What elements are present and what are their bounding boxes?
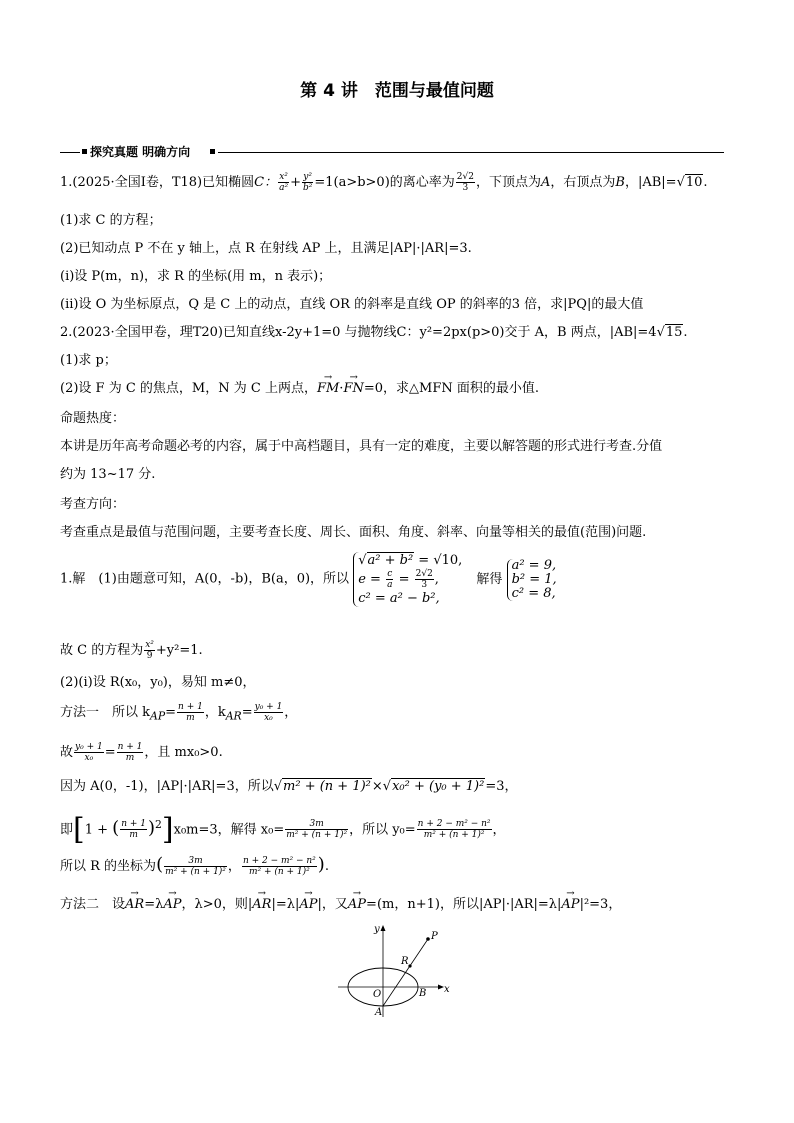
hotness-label: 命题热度： bbox=[60, 411, 126, 426]
y-axis-arrow bbox=[381, 925, 386, 931]
label-o: O bbox=[373, 989, 382, 1000]
vector-fn: → FN bbox=[343, 380, 363, 398]
hotness-text-1: 本讲是历年高考命题必考的内容，属于中高档题目，具有一定的难度，主要以解答题的形式进行考查.分值 bbox=[60, 439, 663, 454]
problem-1-statement: 1.(2025·全国Ⅰ卷，T18)已知椭圆C： $\frac{\text{x²}}{\text{a²}}$ + $\frac{\text{y²}}{\text{b²}}$ =1(a>b>0)的离心率为 $\frac{2√2}{3}$ ，下顶点为A，右顶点为B，|AB|=√10. bbox=[60, 172, 708, 193]
method-1-line: 方法一 所以 $k_{AP}=$ $\frac{n + 1}{m}$ ，$k_{AR}=$ $\frac{\text{y₀ + 1}}{\text{x₀}}$ ， bbox=[60, 702, 298, 723]
problem-1-q2ii: (ⅱ)设 O 为坐标原点，Q 是 C 上的动点，直线 OR 的斜率是直线 OP 的斜率的3 倍，求|PQ|的最大值 bbox=[60, 297, 644, 312]
header-rule-left bbox=[60, 152, 80, 153]
frac-eccentricity: $\frac{2√2}{3}$ bbox=[456, 172, 474, 193]
point-r-dot bbox=[408, 964, 411, 967]
p2-dot: · bbox=[339, 381, 344, 396]
hotness-text-2: 约为 13~17 分. bbox=[60, 467, 156, 482]
p1-point-b: B bbox=[615, 175, 625, 190]
label-b: B bbox=[419, 988, 427, 999]
direction-label: 考查方向： bbox=[60, 497, 126, 512]
p1-point-a: A bbox=[540, 175, 551, 190]
p1-curve: C： bbox=[254, 175, 278, 190]
equation-system bbox=[353, 552, 462, 607]
page-title: 第 4 讲 范围与最值问题 bbox=[300, 81, 494, 101]
sys-row-2: e = $\frac{c}{a}$ = $\frac{2√2}{3}$ , bbox=[358, 569, 439, 590]
problem-1-q2i: (ⅰ)设 P(m，n)，求 R 的坐标(用 m，n 表示)； bbox=[60, 269, 332, 284]
p2-stmt-a: 2.(2023·全国甲卷，理T20)已知直线x-2y+1=0 与抛物线C：y²=2px(p>0)交于 A，B 两点，|AB|=4 bbox=[60, 325, 657, 340]
solve-x0-line: 即[1 + ( $\frac{n + 1}{m}$ )$^2$]x₀m=3，解得 x₀= $\frac{3m}{\text{m² + (n + 1)²}}$ ，所以 y₀= $\frac{\text{n + 2 − m² − n²}}{\text{m² + (n + 1)²}}$ ， bbox=[60, 811, 506, 847]
method-2-line: 方法二 设→ AR=λ→ AP，λ>0，则|→ AR|=λ|→ AP|，又→ AP=(m，n+1)，所以|AP|·|AR|=λ|→ AP|²=3， bbox=[60, 896, 621, 914]
problem-1-q2: (2)已知动点 P 不在 y 轴上，点 R 在射线 AP 上，且满足|AP|·|AR|=3. bbox=[60, 241, 472, 256]
problem-2-q2 bbox=[60, 380, 539, 398]
solution-c-equation: 故 C 的方程为 $\frac{\text{x²}}{9}$ +y²=1. bbox=[60, 640, 203, 661]
p2-q2-b: =0，求△MFN 面积的最小值. bbox=[363, 381, 539, 396]
direction-text: 考查重点是最值与范围问题，主要考查长度、周长、面积、角度、斜率、向量等相关的最值(范围)问题. bbox=[60, 525, 647, 540]
s1-intro: 1.解 (1)由题意可知，A(0，-b)，B(a，0)，所以 bbox=[60, 571, 350, 587]
section-label: 探究真题 明确方向 bbox=[90, 145, 191, 159]
label-r: R bbox=[401, 956, 409, 967]
label-a: A bbox=[375, 1007, 383, 1018]
p1-eq-tail: =1(a>b>0)的离心率为 bbox=[314, 175, 455, 190]
p1-intro: 1.(2025·全国Ⅰ卷，T18)已知椭圆 bbox=[60, 175, 255, 190]
p1-ab-val: 10 bbox=[685, 175, 703, 190]
res-row-2: b² = 1, bbox=[511, 571, 557, 587]
solve-label: 解得 bbox=[476, 571, 503, 587]
label-y: y bbox=[374, 924, 380, 935]
p1-comma-right: ，右顶点为 bbox=[550, 175, 616, 190]
ellipse-figure bbox=[330, 922, 460, 1022]
p2-stmt-end: . bbox=[683, 325, 688, 340]
header-square-left bbox=[82, 149, 87, 154]
problem-1-q1: (1)求 C 的方程； bbox=[60, 213, 162, 228]
sys-row-1: √a² + b² = √10, bbox=[358, 553, 463, 568]
p1-after-e: ，下顶点为 bbox=[475, 175, 541, 190]
label-x: x bbox=[444, 984, 450, 995]
vector-fm: → FM bbox=[317, 380, 339, 398]
sys-row-3: c² = a² − b², bbox=[358, 591, 440, 606]
problem-2-statement: 2.(2023·全国甲卷，理T20)已知直线x-2y+1=0 与抛物线C：y²=2px(p>0)交于 A，B 两点，|AB|=4√15. bbox=[60, 325, 688, 340]
header-square-right bbox=[210, 149, 215, 154]
res-row-3: c² = 8, bbox=[511, 585, 556, 601]
solution-2i-line: (2)(ⅰ)设 R(x₀，y₀)，易知 m≠0， bbox=[60, 675, 256, 690]
problem-2-q1: (1)求 p； bbox=[60, 353, 117, 368]
label-p: P bbox=[431, 931, 438, 942]
point-p-dot bbox=[426, 937, 430, 941]
p2-stmt-sqrt: 15 bbox=[665, 325, 683, 340]
solution-1-part1 bbox=[60, 552, 557, 607]
result-system bbox=[507, 559, 557, 601]
section-header bbox=[60, 144, 724, 160]
frac-x2-a2: $\frac{\text{x²}}{\text{a²}}$ bbox=[279, 172, 289, 193]
p2-q2-a: (2)设 F 为 C 的焦点，M，N 为 C 上两点， bbox=[60, 381, 317, 396]
res-row-1: a² = 9, bbox=[511, 557, 557, 573]
p1-ab-eq: ，|AB|= bbox=[624, 175, 677, 190]
method-1-conclusion: 故 $\frac{\text{y₀ + 1}}{\text{x₀}}$ = $\frac{n + 1}{m}$ ，且 mx₀>0. bbox=[60, 742, 223, 763]
because-line: 因为 A(0，-1)，|AP|·|AR|=3，所以√m² + (n + 1)²×√x₀² + (y₀ + 1)²=3， bbox=[60, 779, 518, 794]
header-rule-right bbox=[218, 152, 724, 153]
r-coordinate-line: 所以 R 的坐标为( $\frac{3m}{\text{m² + (n + 1)²}}$ ， $\frac{\text{n + 2 − m² − n²}}{\text{m² + (n + 1)²}}$ ). bbox=[60, 854, 329, 877]
frac-y2-b2: $\frac{\text{y²}}{\text{b²}}$ bbox=[302, 172, 313, 193]
